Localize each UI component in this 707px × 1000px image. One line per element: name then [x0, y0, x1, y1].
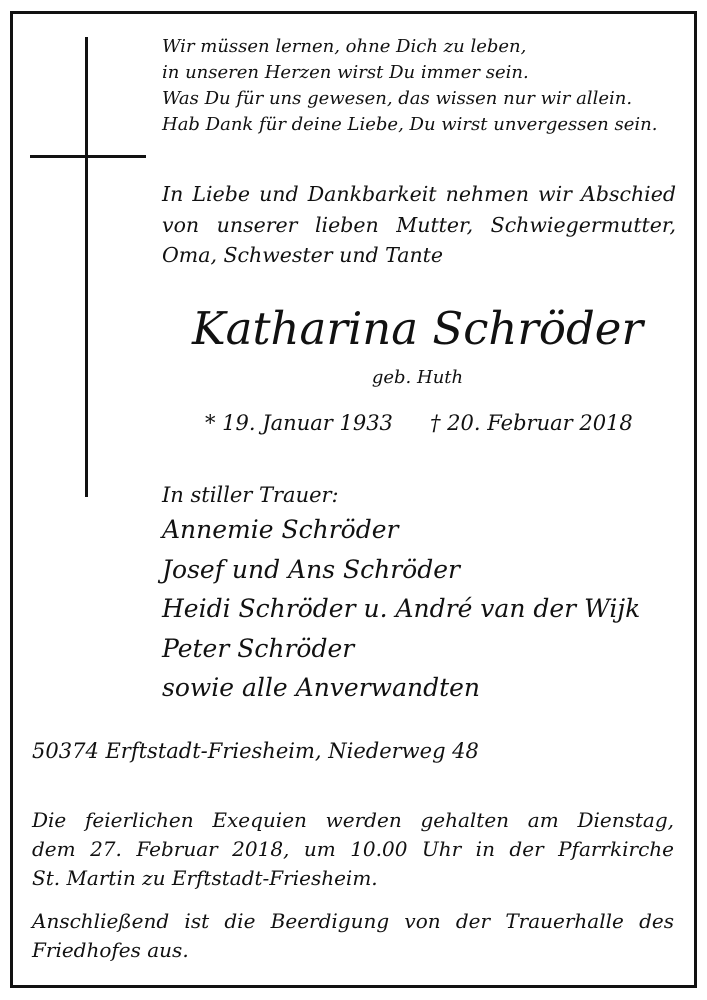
farewell-intro — [162, 179, 676, 271]
intro-line: von unserer lieben Mutter, Schwiegermutter, — [162, 212, 676, 237]
intro-line: In Liebe und Dankbarkeit nehmen wir Abschied — [162, 182, 676, 206]
mourners-list — [162, 510, 640, 708]
burial-info — [32, 907, 674, 965]
death-date: † 20. Februar 2018 — [430, 411, 633, 435]
mourner-name: Josef und Ans Schröder — [162, 554, 460, 584]
poem — [162, 34, 682, 138]
mourner-name: Heidi Schröder u. André van der Wijk — [162, 594, 641, 623]
info-line: Die feierlichen Exequien werden gehalten am Dienstag, — [32, 808, 674, 832]
funeral-service-info — [32, 806, 674, 893]
poem-line: Wir müssen lernen, ohne Dich zu leben, — [162, 36, 527, 57]
cross-vertical-bar — [85, 37, 88, 497]
info-line: Anschließend ist die Beerdigung von der Trauerhalle des — [32, 909, 674, 933]
info-line: dem 27. Februar 2018, um 10.00 Uhr in der Pfarrkirche — [32, 837, 674, 861]
mourner-name: Peter Schröder — [162, 633, 355, 663]
mourner-name: sowie alle Anverwandten — [162, 673, 481, 702]
maiden-name: geb. Huth — [371, 367, 464, 388]
birth-date: * 19. Januar 1933 — [205, 411, 393, 435]
info-line: St. Martin zu Erftstadt-Friesheim. — [32, 866, 378, 890]
mourner-name: Annemie Schröder — [162, 515, 399, 544]
info-line: Friedhofes aus. — [32, 938, 189, 962]
family-address: 50374 Erftstadt-Friesheim, Niederweg 48 — [32, 739, 479, 763]
deceased-name: Katharina Schröder — [192, 302, 643, 355]
poem-line: Hab Dank für deine Liebe, Du wirst unvergessen sein. — [162, 114, 658, 135]
mourning-label: In stiller Trauer: — [162, 483, 339, 507]
poem-line: Was Du für uns gewesen, das wissen nur wir allein. — [162, 88, 633, 109]
poem-line: in unseren Herzen wirst Du immer sein. — [162, 62, 529, 83]
cross-horizontal-bar — [30, 155, 146, 158]
intro-line: Oma, Schwester und Tante — [162, 243, 444, 267]
